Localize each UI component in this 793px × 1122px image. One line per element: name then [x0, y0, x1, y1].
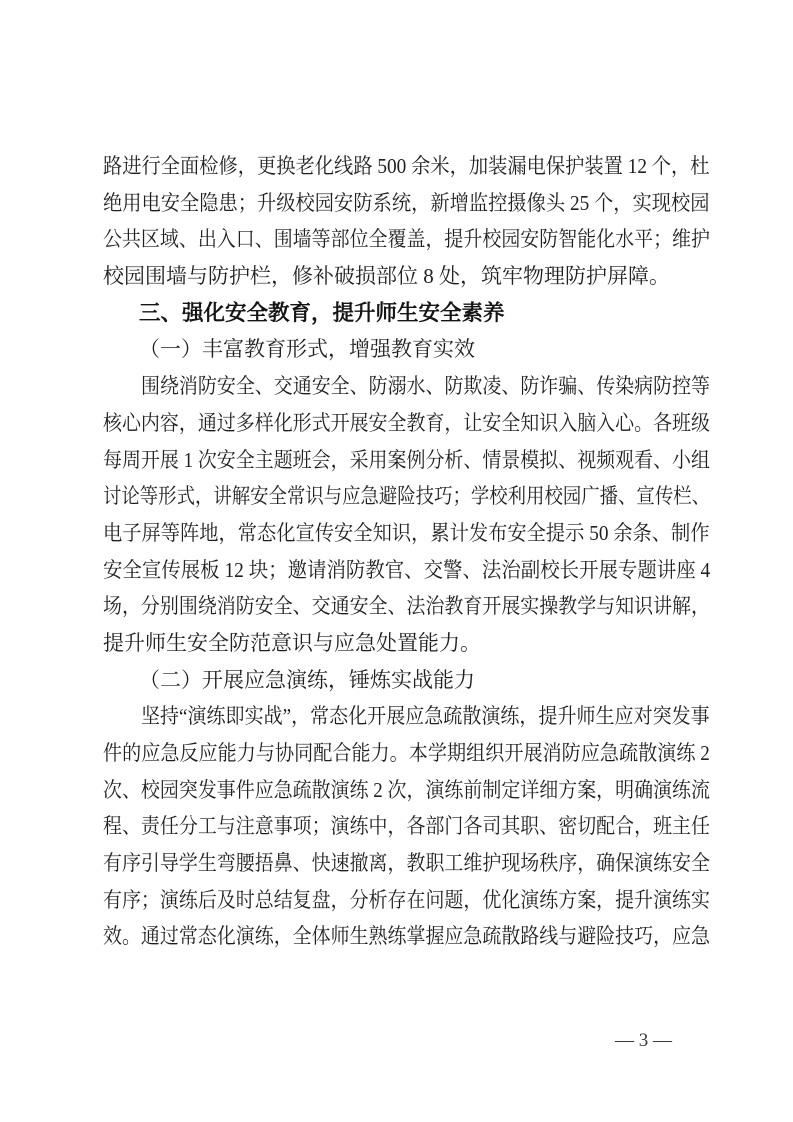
paragraph-line-text: 提升师生安全防范意识与应急处置能力。 [103, 630, 481, 655]
paragraph-line-text: 场，分别围绕消防安全、交通安全、法治教育开展实操教学与知识讲解， [103, 594, 710, 619]
paragraph-line [103, 588, 710, 625]
paragraph-line-text: 校园围墙与防护栏，修补破损部位 8 处，筑牢物理防护屏障。 [103, 264, 670, 289]
paragraph-line-text: 公共区域、出入口、围墙等部位全覆盖，提升校园安防智能化水平；维护 [103, 227, 710, 252]
paragraph-line [103, 698, 710, 735]
paragraph-line [103, 808, 710, 845]
paragraph-line-text: 讨论等形式，讲解安全常识与应急避险技巧；学校利用校园广播、宣传栏、 [103, 484, 710, 509]
paragraph-line [103, 368, 710, 405]
subsection-heading-2 [103, 662, 710, 699]
paragraph-line [103, 258, 710, 295]
paragraph-line [103, 148, 710, 185]
subsection-heading-1 [103, 331, 710, 368]
paragraph-line-text: 绝用电安全隐患；升级校园安防系统，新增监控摄像头 25 个，实现校园 [103, 190, 710, 215]
paragraph-line-text: 电子屏等阵地，常态化宣传安全知识，累计发布安全提示 50 余条、制作 [103, 520, 710, 545]
paragraph-line-text: 有序；演练后及时总结复盘，分析存在问题，优化演练方案，提升演练实 [103, 887, 710, 912]
paragraph-line [103, 918, 710, 955]
paragraph-line-text: 件的应急反应能力与协同配合能力。本学期组织开展消防应急疏散演练 2 [103, 741, 710, 765]
paragraph-line-text: 核心内容，通过多样化形式开展安全教育，让安全知识入脑入心。各班级 [103, 410, 710, 435]
paragraph-line-text: 围绕消防安全、交通安全、防溺水、防欺凌、防诈骗、传染病防控等 [141, 374, 710, 399]
subsection-heading-2-text: （二）开展应急演练，锤炼实战能力 [139, 667, 475, 692]
paragraph-line [103, 405, 710, 442]
paragraph-line-text: 安全宣传展板 12 块；邀请消防教官、交警、法治副校长开展专题讲座 4 [103, 557, 711, 582]
page-number: — 3 — [615, 1030, 672, 1051]
paragraph-line-text: 次、校园突发事件应急疏散演练 2 次，演练前制定详细方案，明确演练流 [103, 777, 710, 802]
paragraph-line [103, 552, 710, 589]
paragraph-line-text: 每周开展 1 次安全主题班会，采用案例分析、情景模拟、视频观看、小组 [103, 447, 710, 472]
paragraph-line [103, 625, 710, 662]
subsection-heading-1-text: （一）丰富教育形式，增强教育实效 [139, 337, 475, 362]
section-heading [103, 295, 710, 332]
paragraph-line-text: 路进行全面检修，更换老化线路 500 余米，加装漏电保护装置 12 个，杜 [103, 154, 710, 178]
paragraph-line [103, 515, 710, 552]
section-heading-text: 三、强化安全教育，提升师生安全素养 [139, 300, 505, 325]
paragraph-line [103, 882, 710, 919]
paragraph-line [103, 442, 710, 479]
paragraph-line-text: 坚持“演练即实战”，常态化开展应急疏散演练，提升师生应对突发事 [141, 704, 710, 729]
paragraph-line [103, 845, 710, 882]
paragraph-line-text: 效。通过常态化演练，全体师生熟练掌握应急疏散路线与避险技巧，应急 [103, 924, 710, 949]
paragraph-line [103, 772, 710, 809]
paragraph-line-text: 程、责任分工与注意事项；演练中，各部门各司其职、密切配合，班主任 [103, 814, 710, 839]
paragraph-line [103, 185, 710, 222]
paragraph-line [103, 478, 710, 515]
paragraph-line [103, 735, 710, 772]
paragraph-line-text: 有序引导学生弯腰捂鼻、快速撤离，教职工维护现场秩序，确保演练安全 [103, 851, 710, 876]
paragraph-line [103, 221, 710, 258]
document-body [103, 148, 710, 955]
